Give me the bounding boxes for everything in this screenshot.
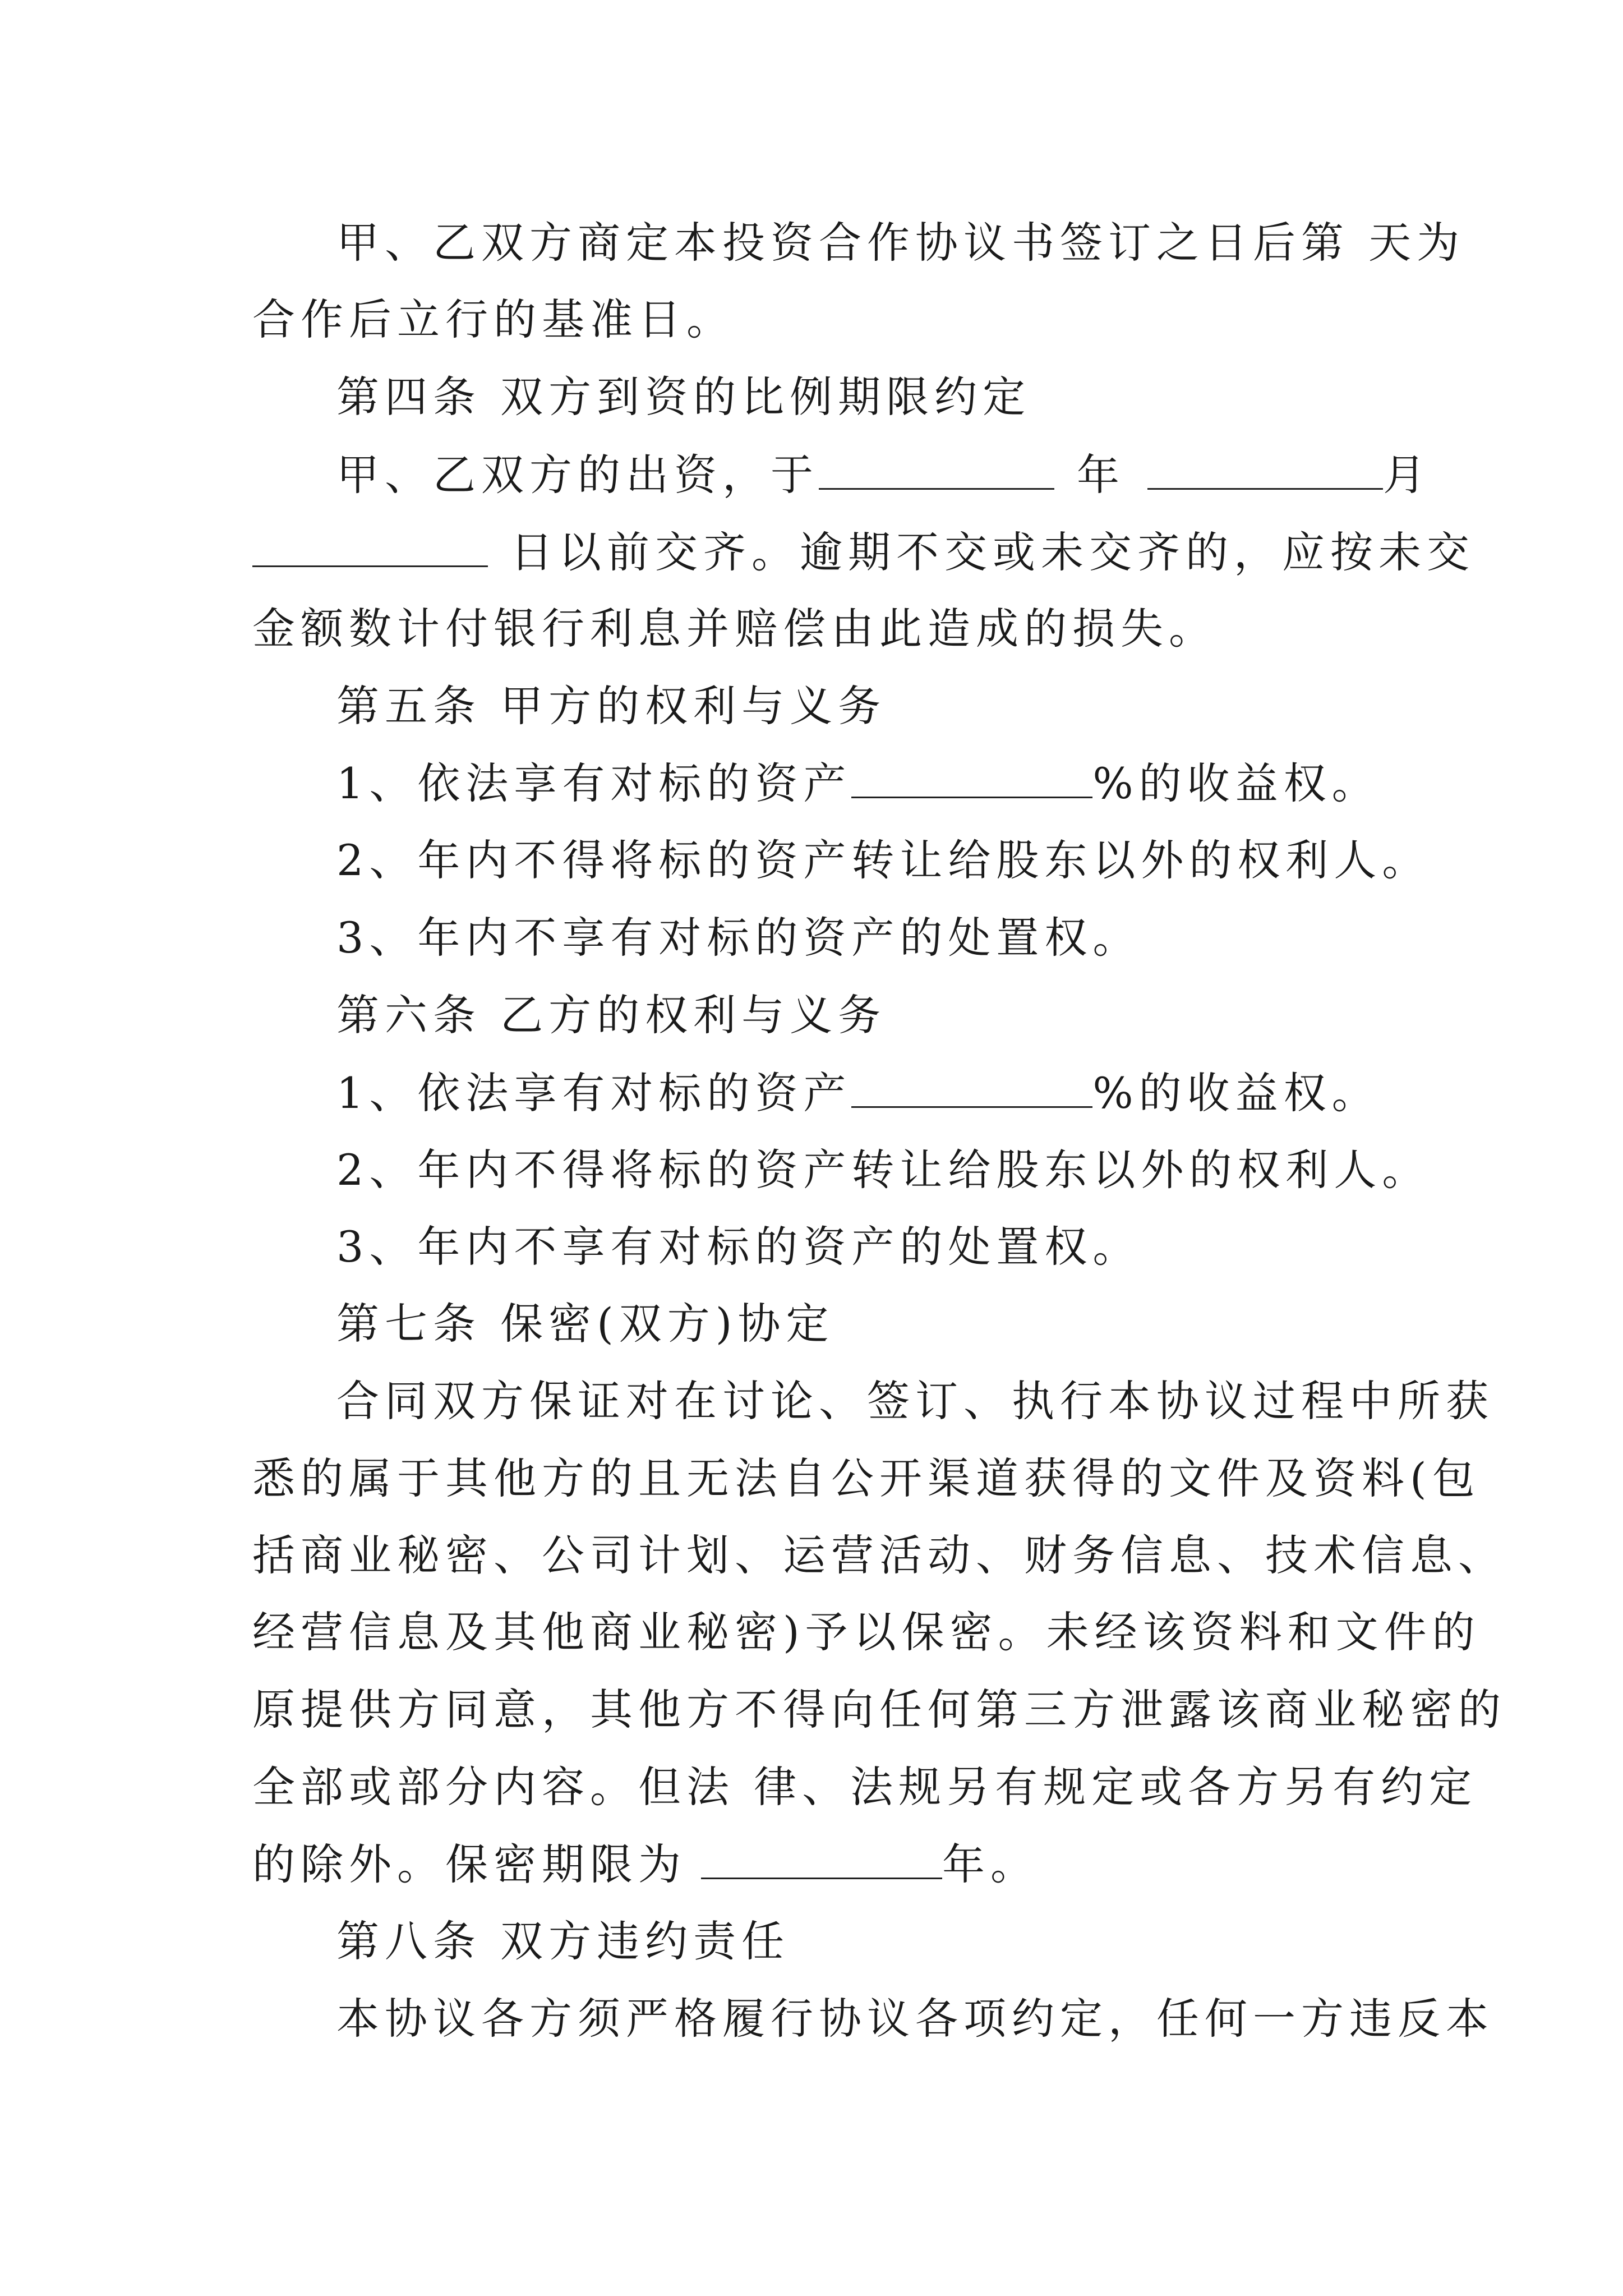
article-6-item-2: 2、年内不得将标的资产转让给股东以外的权利人。 xyxy=(336,1145,1431,1195)
article-6-item-1-text: 1、依法享有对标的资产 xyxy=(336,1068,852,1118)
paragraph-base-date-line2: 合作后立行的基准日。 xyxy=(252,295,735,344)
article-5-item-1 xyxy=(336,758,1380,808)
blank-confidentiality-years xyxy=(701,1843,942,1879)
confidentiality-period-text: 的除外。保密期限为 xyxy=(252,1839,686,1889)
blank-year-field xyxy=(819,453,1054,490)
article-5-item-1-text: 1、依法享有对标的资产 xyxy=(336,758,852,808)
article-7-line-6: 全部或部分内容。但法 律、法规另有规定或各方另有约定 xyxy=(252,1762,1478,1812)
paragraph-capital-line3: 金额数计付银行利息并赔偿由此造成的损失。 xyxy=(252,604,1217,654)
confidentiality-period-suffix: 年。 xyxy=(942,1839,1039,1889)
paragraph-capital-line2 xyxy=(252,527,1475,577)
blank-party-b-percent xyxy=(851,1071,1092,1108)
year-label: 年 xyxy=(1077,450,1125,500)
article-6-item-1-suffix: %的收益权。 xyxy=(1092,1068,1380,1118)
article-7-line-3: 括商业秘密、公司计划、运营活动、财务信息、技术信息、 xyxy=(252,1530,1506,1580)
article-6-item-3: 3、年内不享有对标的资产的处置权。 xyxy=(336,1222,1141,1272)
blank-day-field xyxy=(252,531,488,567)
article-7-title: 第七条 保密(双方)协定 xyxy=(336,1299,834,1349)
article-7-line-4: 经营信息及其他商业秘密)予以保密。未经该资料和文件的 xyxy=(252,1607,1481,1657)
article-6-title: 第六条 乙方的权利与义务 xyxy=(336,990,887,1040)
article-7-line-2: 悉的属于其他方的且无法自公开渠道获得的文件及资料(包 xyxy=(252,1453,1481,1503)
capital-line2-text: 日以前交齐。逾期不交或未交齐的，应按未交 xyxy=(510,527,1475,577)
article-4-title: 第四条 双方到资的比例期限约定 xyxy=(336,372,1031,422)
paragraph-base-date-line1: 甲、乙双方商定本投资合作协议书签订之日后第 天为 xyxy=(336,218,1465,268)
article-7-line-5: 原提供方同意，其他方不得向任何第三方泄露该商业秘密的 xyxy=(252,1685,1506,1734)
article-5-title: 第五条 甲方的权利与义务 xyxy=(336,681,887,731)
blank-party-a-percent xyxy=(851,762,1092,798)
capital-text-prefix: 甲、乙双方的出资，于 xyxy=(336,450,819,500)
month-label: 月 xyxy=(1383,450,1431,500)
article-5-item-2: 2、年内不得将标的资产转让给股东以外的权利人。 xyxy=(336,835,1431,885)
article-6-item-1 xyxy=(336,1068,1380,1118)
article-8-line-1: 本协议各方须严格履行协议各项约定，任何一方违反本 xyxy=(336,1994,1494,2044)
article-7-line-7 xyxy=(252,1839,1039,1889)
blank-month-field xyxy=(1147,453,1383,490)
article-8-title: 第八条 双方违约责任 xyxy=(336,1916,790,1966)
article-5-item-1-suffix: %的收益权。 xyxy=(1092,758,1380,808)
paragraph-capital-line1 xyxy=(336,450,1431,500)
article-5-item-3: 3、年内不享有对标的资产的处置权。 xyxy=(336,913,1141,963)
article-7-line-1: 合同双方保证对在讨论、签订、执行本协议过程中所获 xyxy=(336,1376,1494,1426)
